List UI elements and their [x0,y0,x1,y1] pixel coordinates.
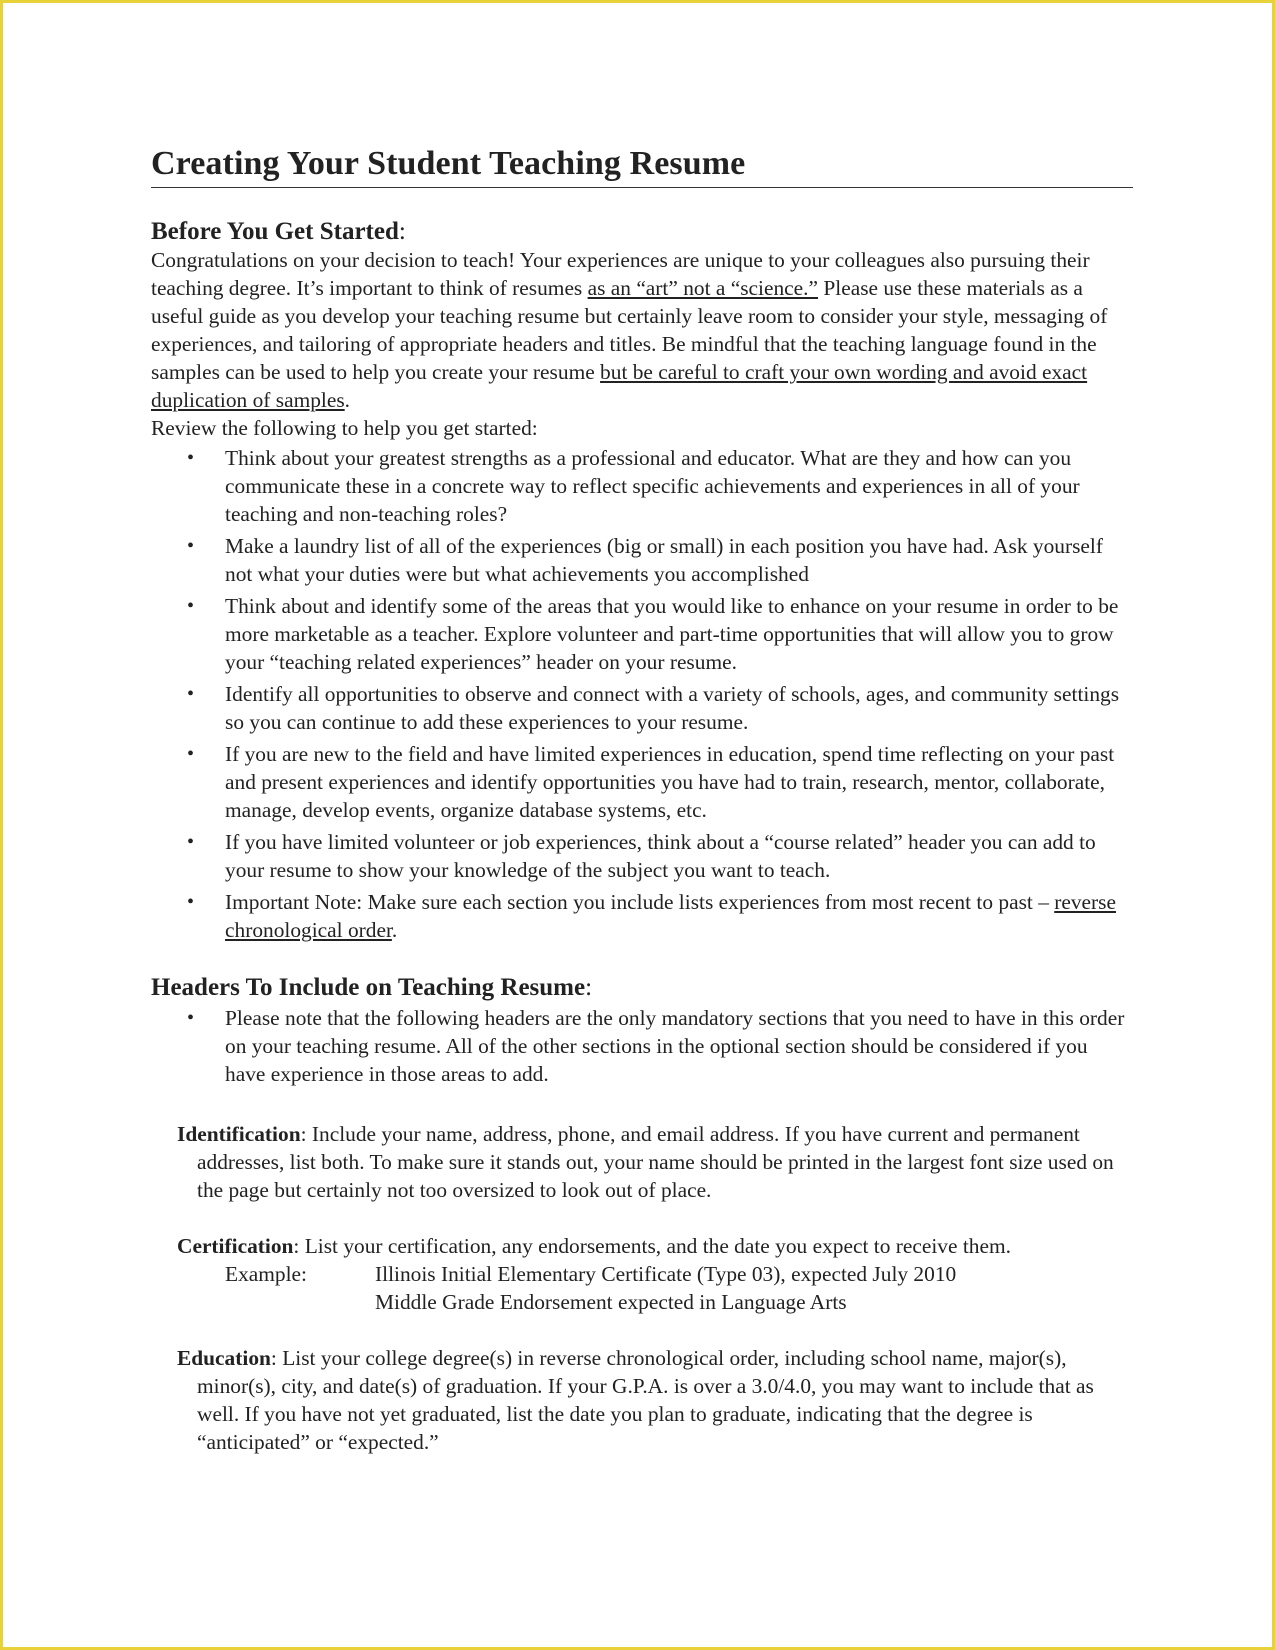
document-content [151,145,1133,1456]
bullet-icon: • [187,447,195,469]
heading-colon: : [585,974,593,1001]
list-item [187,888,1133,944]
list-item [187,740,1133,824]
bullet-icon: • [187,1007,195,1029]
important-note-end: . [391,918,398,942]
certification-paragraph [151,1232,1133,1260]
list-item-text: If you are new to the field and have limited experiences in education, spend time reflecting on your past and present experiences and identify opportunities you have had to train, research, mentor, collaborate, manage, develop events, organize database systems, etc. [225,742,1115,822]
list-item-text: Think about your greatest strengths as a professional and educator. What are they and how can you communicate these in a concrete way to reflect specific achievements and experiences in all of your teaching and non-teaching roles? [225,446,1080,526]
list-item-text: Identify all opportunities to observe and connect with a variety of schools, ages, and community settings so you can continue to add these experiences to your resume. [225,682,1120,734]
intro-text-3: . [344,388,351,412]
intro-underline-1: as an “art” not a “science.” [587,276,819,300]
list-item-text: If you have limited volunteer or job experiences, think about a “course related” header you can add to your resume to show your knowledge of the subject you want to teach. [225,830,1096,882]
education-term: Education [177,1346,271,1370]
identification-term: Identification [177,1122,301,1146]
document-title: Creating Your Student Teaching Resume [151,145,1133,188]
example-label: Example: [225,1262,307,1286]
tips-list [151,444,1133,944]
list-item [187,532,1133,588]
section-heading-headers-to-include [151,974,1133,1002]
list-item [187,828,1133,884]
bullet-icon: • [187,595,195,617]
heading-text: Headers To Include on Teaching Resume [151,974,586,1001]
list-item-text: Please note that the following headers are the only mandatory sections that you need to have in this order on your teaching resume. All of the other sections in the optional section should be considered if you have experience in those areas to add. [225,1006,1125,1086]
intro-text-4: Review the following to help you get started: [151,416,538,440]
certification-text: : List your certification, any endorsements, and the date you expect to receive them. [293,1234,1011,1258]
list-item [187,444,1133,528]
important-note-underline: reverse chronological order [225,890,1116,942]
list-item-text: Think about and identify some of the areas that you would like to enhance on your resume in order to be more marketable as a teacher. Explore volunteer and part-time opportunities that will allow you to grow your “teaching related experiences” header on your resume. [225,594,1119,674]
heading-text: Before You Get Started [151,218,399,245]
intro-text-1: Congratulations on your decision to teach! Your experiences are unique to your colleagues also pursuing their teaching degree. It’s important to think of resumes [151,248,1090,300]
certification-term: Certification [177,1234,294,1258]
list-item [187,680,1133,736]
certification-example [151,1260,1133,1316]
list-item-text: Make a laundry list of all of the experiences (big or small) in each position you have had. Ask yourself not what your duties were but what achievements you accomplished [225,534,1103,586]
bullet-icon: • [187,891,195,913]
headers-note-list [151,1004,1133,1088]
example-values [375,1260,956,1316]
list-item [187,592,1133,676]
intro-paragraph [151,246,1133,442]
bullet-icon: • [187,743,195,765]
identification-paragraph [151,1120,1133,1204]
intro-underline-2: but be careful to craft your own wording and avoid exact duplication of samples [151,360,1088,412]
education-text: : List your college degree(s) in reverse chronological order, including school name, major(s), minor(s), city, and date(s) of graduation. If your G.P.A. is over a 3.0/4.0, you may want to include that as well. If you have not yet graduated, list the date you plan to graduate, indicating that the degree is “anticipated” or “expected.” [197,1346,1094,1454]
bullet-icon: • [187,535,195,557]
education-paragraph [151,1344,1133,1456]
section-heading-before-you-get-started [151,218,1133,246]
bullet-icon: • [187,683,195,705]
example-line: Illinois Initial Elementary Certificate (Type 03), expected July 2010 [375,1262,957,1286]
intro-text-2: Please use these materials as a useful guide as you develop your teaching resume but certainly leave room to consider your style, messaging of experiences, and tailoring of appropriate headers and titles. Be mindful that the teaching language found in the samples can be used to help you create your resume [151,276,1108,384]
bullet-icon: • [187,831,195,853]
list-item [187,1004,1133,1088]
identification-text: : Include your name, address, phone, and email address. If you have current and permanent addresses, list both. To make sure it stands out, your name should be printed in the largest font size used on the page but certainly not too oversized to look out of place. [197,1122,1114,1202]
important-note-text: Important Note: Make sure each section you include lists experiences from most recent to past – [225,890,1055,914]
example-line: Middle Grade Endorsement expected in Language Arts [375,1290,847,1314]
heading-colon: : [398,218,406,245]
